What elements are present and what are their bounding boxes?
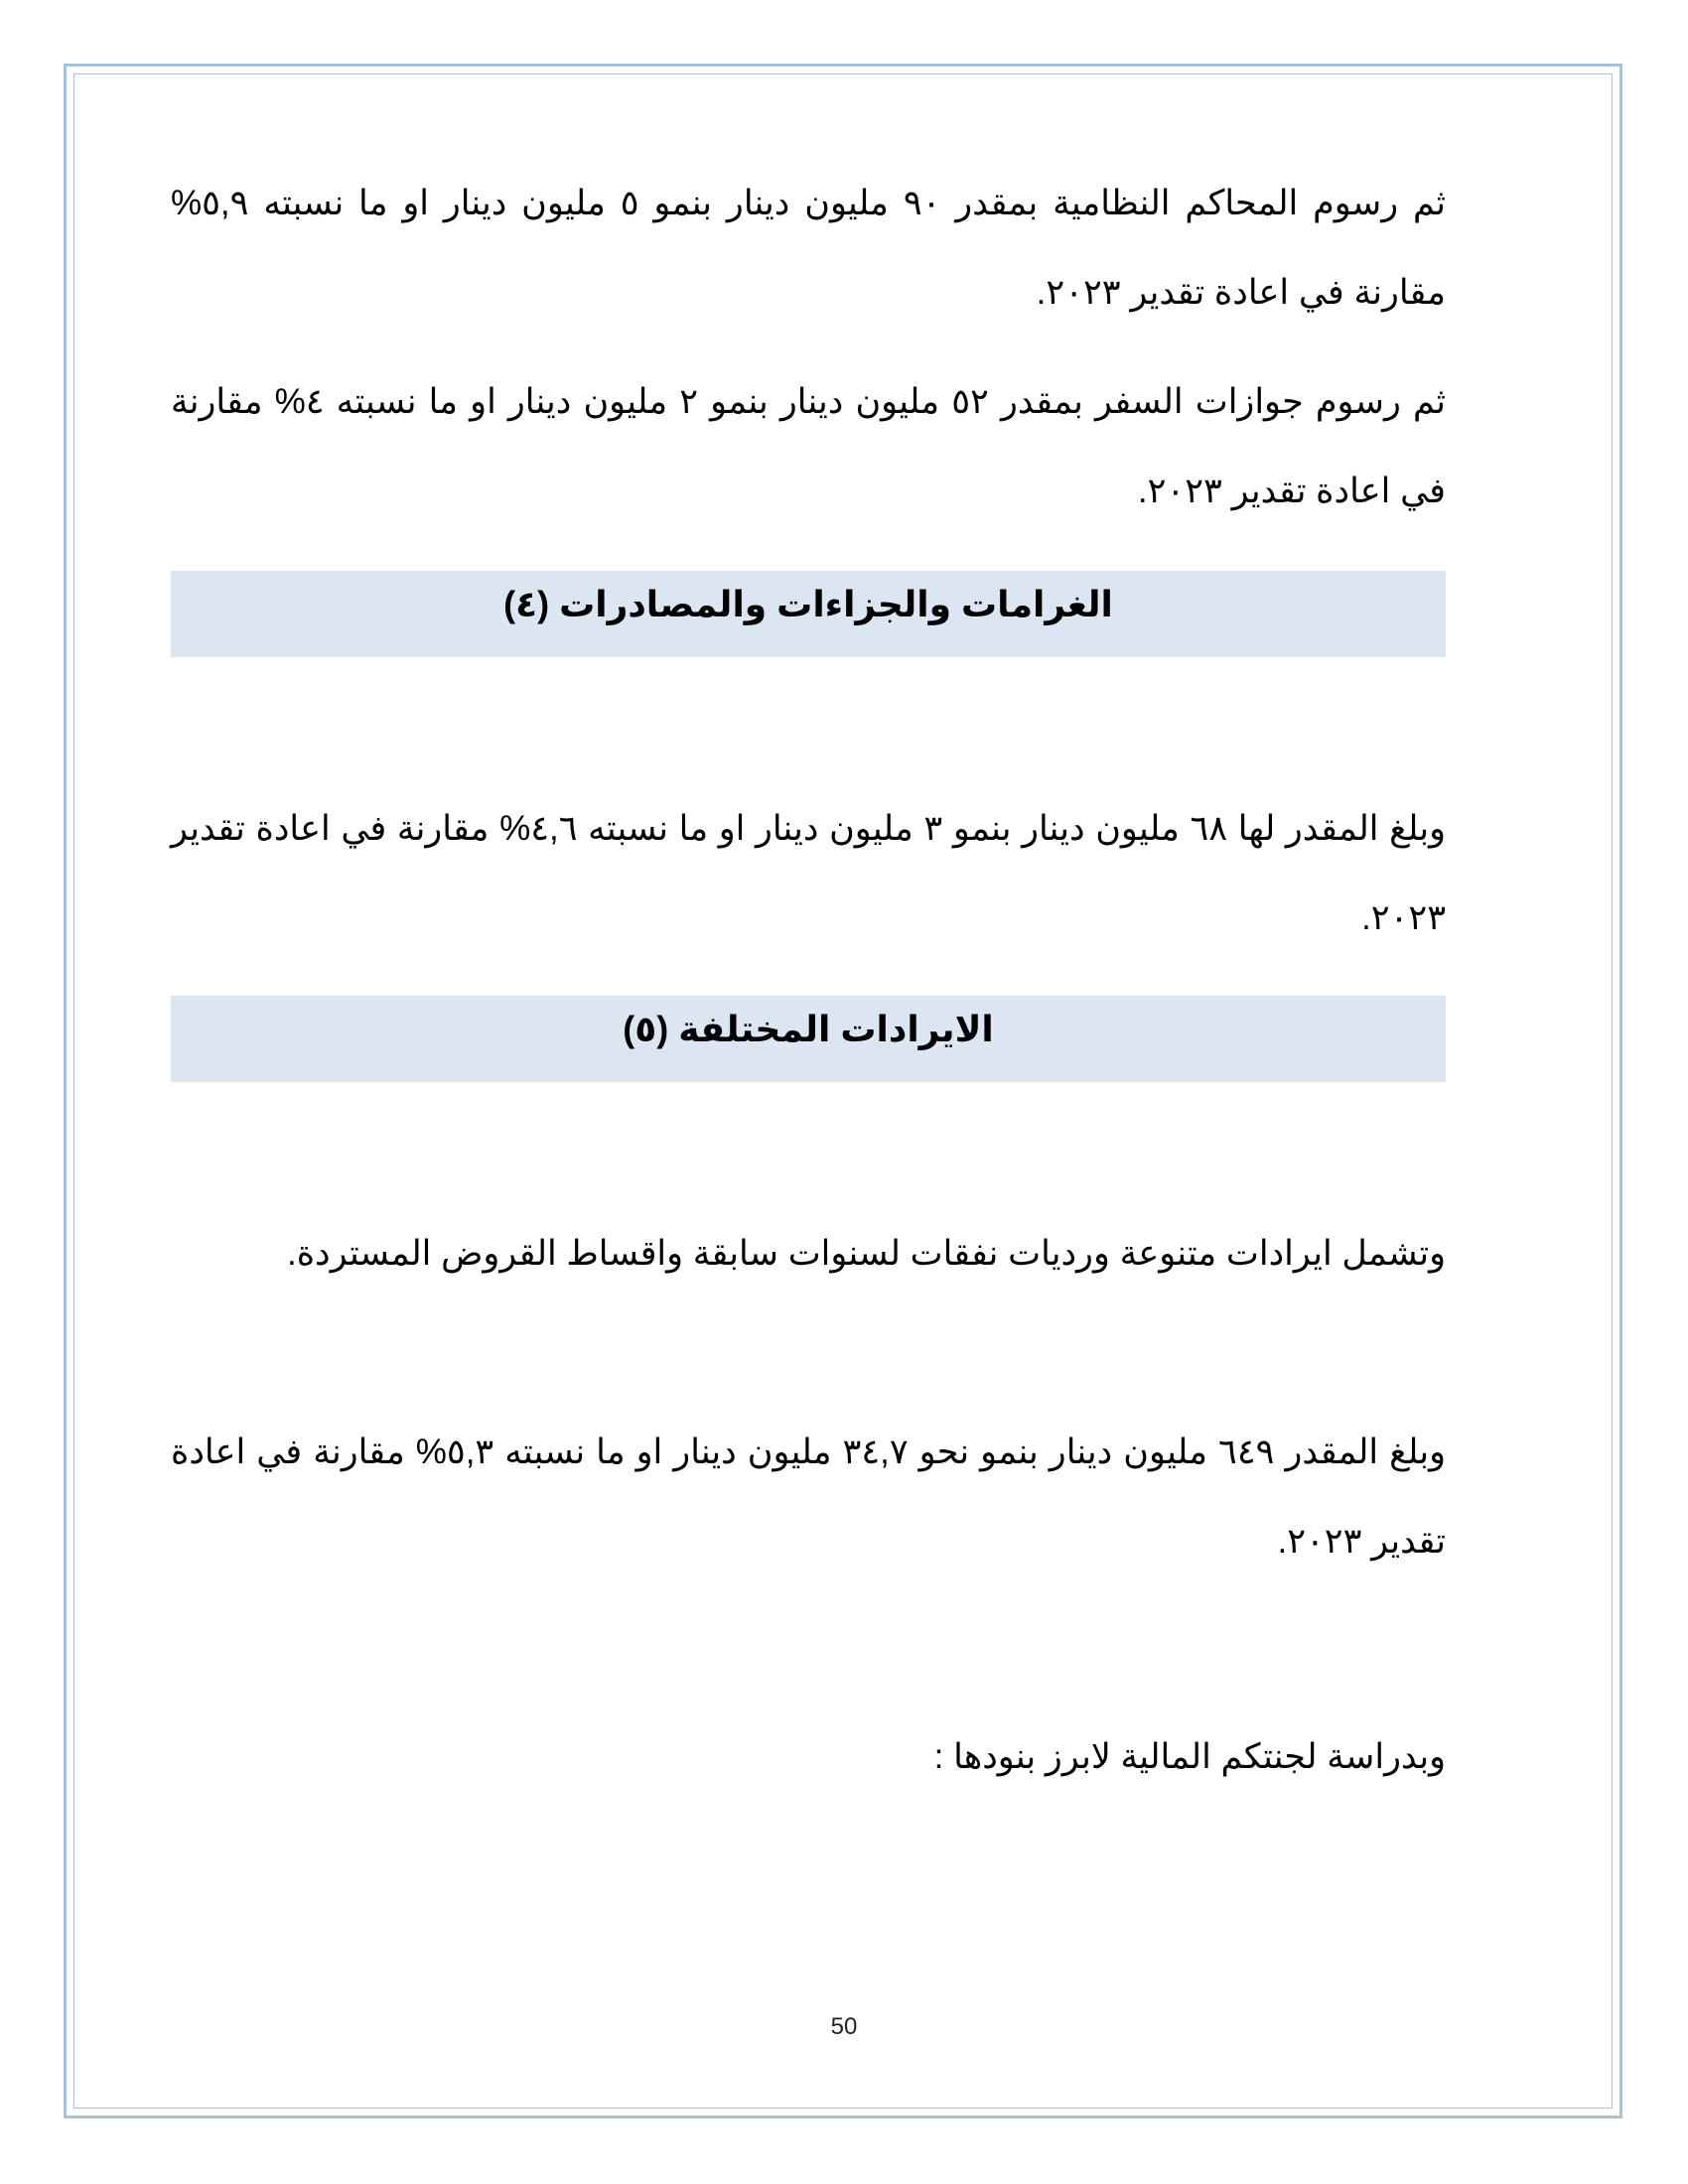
paragraph-committee-study: وبدراسة لجنتكم المالية لابرز بنودها :: [933, 1737, 1446, 1776]
page-number: 50: [830, 2013, 858, 2040]
paragraph-passport-fees: ثم رسوم جوازات السفر بمقدر ٥٢ مليون دينار بنمو ٢ مليون دينار او ما نسبته ٤% مقارنة في اعادة تقدير ٢٠٢٣.: [171, 382, 1447, 510]
section-heading-fines-text: الغرامات والجزاءات والمصادرات (٤): [503, 584, 1113, 624]
paragraph-court-fees: ثم رسوم المحاكم النظامية بمقدر ٩٠ مليون دينار بنمو ٥ مليون دينار او ما نسبته ٥,٩% مقارنة في اعادة تقدير ٢٠٢٣.: [171, 184, 1446, 312]
paragraph-misc-revenues-description: وتشمل ايرادات متنوعة ورديات نفقات لسنوات سابقة واقساط القروض المستردة.: [287, 1234, 1446, 1273]
section-heading-fines: [171, 571, 1446, 657]
section-heading-misc-revenues-text: الايرادات المختلفة (٥): [623, 1009, 994, 1049]
paragraph-fines-estimate: وبلغ المقدر لها ٦٨ مليون دينار بنمو ٣ مليون دينار او ما نسبته ٤,٦% مقارنة في اعادة تقدير ٢٠٢٣.: [171, 809, 1447, 937]
section-heading-misc-revenues: [171, 996, 1446, 1082]
paragraph-misc-revenues-estimate: وبلغ المقدر ٦٤٩ مليون دينار بنمو نحو ٣٤,٧ مليون دينار او ما نسبته ٥,٣% مقارنة في اعادة تقدير ٢٠٢٣.: [171, 1433, 1446, 1561]
